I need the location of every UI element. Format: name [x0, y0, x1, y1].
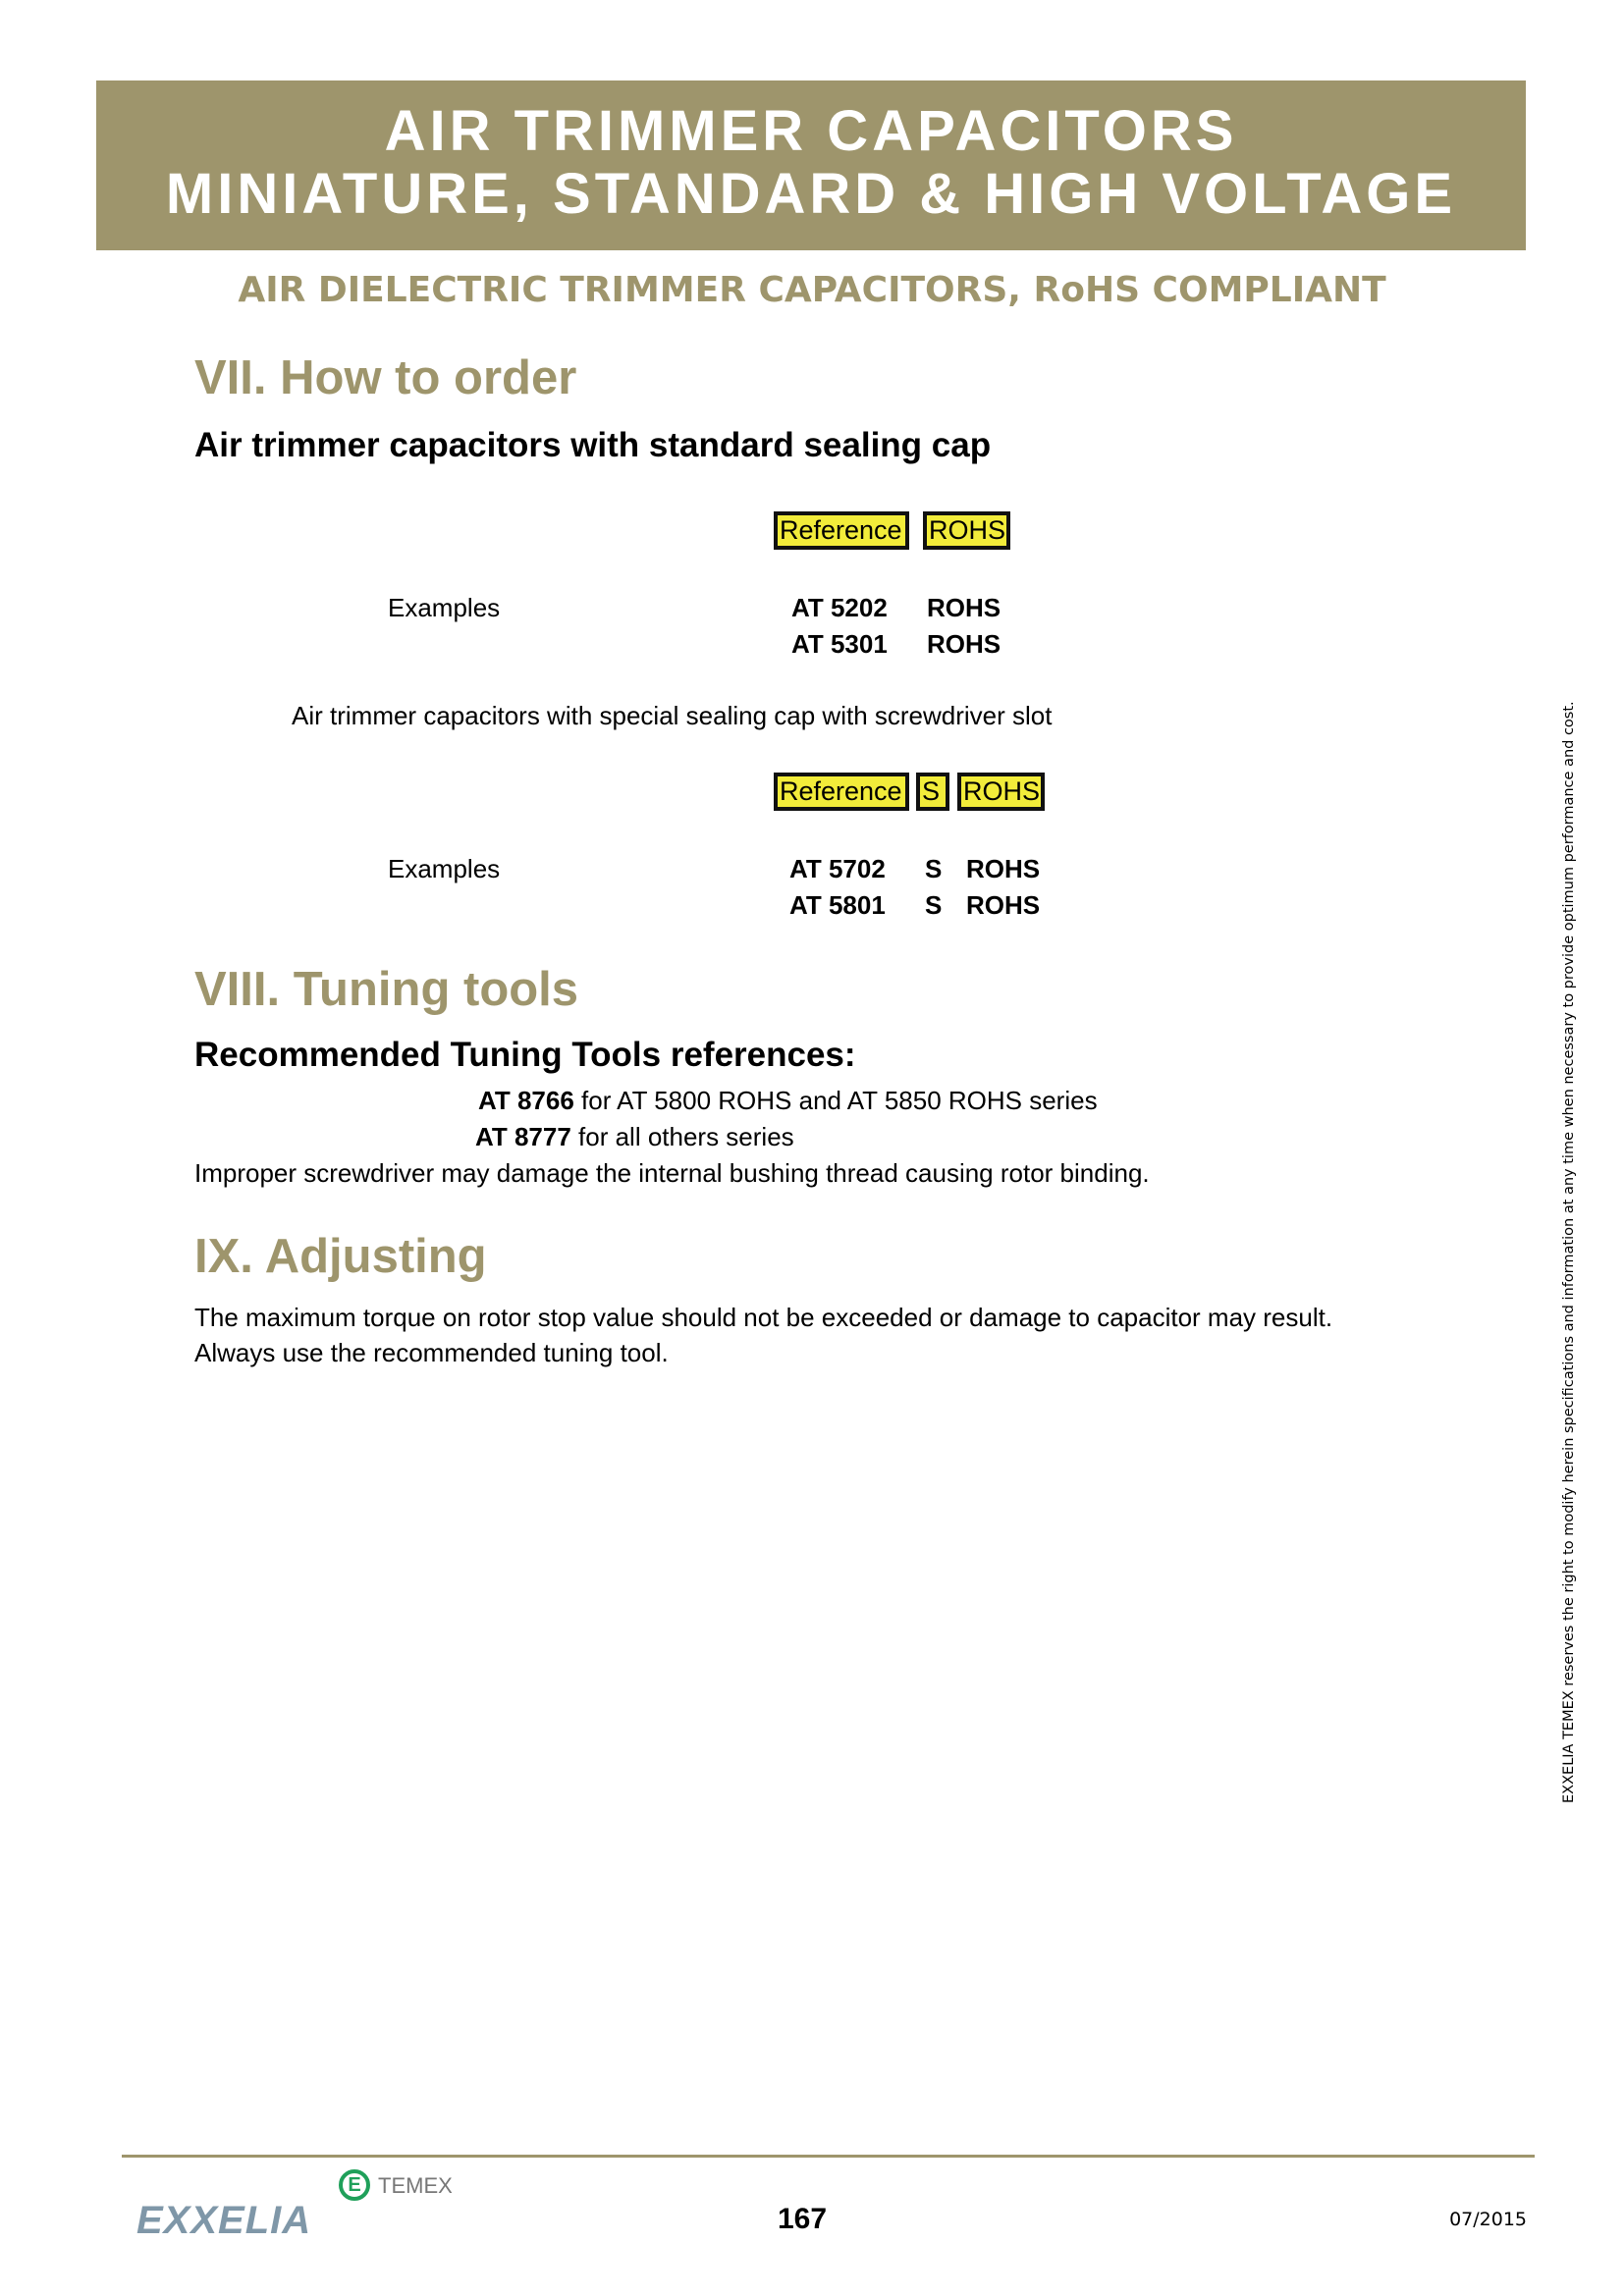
tool-ref: AT 8766 — [478, 1086, 574, 1115]
tool-line — [475, 1122, 794, 1152]
page-number: 167 — [778, 2203, 828, 2235]
title-line-2: MINIATURE, STANDARD & HIGH VOLTAGE — [165, 162, 1457, 226]
examples-label: Examples — [388, 593, 501, 622]
section-how-to-order-heading: VII. How to order — [194, 351, 577, 404]
tuning-note: Improper screwdriver may damage the internal bushing thread causing rotor binding. — [194, 1158, 1150, 1188]
exxelia-logo — [136, 2169, 453, 2242]
adjusting-line: The maximum torque on rotor stop value should not be exceeded or damage to capacitor may result. — [194, 1303, 1333, 1332]
example-suffix: ROHS — [927, 593, 1001, 622]
title-banner — [96, 80, 1526, 250]
tool-ref: AT 8777 — [475, 1122, 571, 1151]
example-ref: AT 5801 — [789, 890, 886, 920]
tuning-tools-subheading: Recommended Tuning Tools references: — [194, 1036, 856, 1074]
logo-main: EXXELIA — [136, 2199, 312, 2242]
side-disclaimer: EXXELIA TEMEX reserves the right to modify herein specifications and information at any time when necessary to provide optimum performance and cost. — [1561, 701, 1577, 1803]
reference-box: Reference — [774, 511, 909, 550]
logo-badge: E — [339, 2169, 370, 2201]
date: 07/2015 — [1449, 2209, 1527, 2230]
tool-text: for all others series — [570, 1122, 794, 1151]
examples-label: Examples — [388, 854, 501, 883]
reference-box: Reference — [774, 773, 909, 811]
section-tuning-tools-heading: VIII. Tuning tools — [194, 963, 579, 1016]
standard-cap-heading: Air trimmer capacitors with standard sealing cap — [194, 426, 992, 464]
s-box: S — [916, 773, 949, 811]
adjusting-line: Always use the recommended tuning tool. — [194, 1338, 669, 1367]
example-suffix: ROHS — [966, 854, 1041, 883]
example-ref: AT 5202 — [791, 593, 888, 622]
example-suffix: ROHS — [966, 890, 1041, 920]
rohs-box: ROHS — [923, 511, 1010, 550]
tool-text: for AT 5800 ROHS and AT 5850 ROHS series — [573, 1086, 1098, 1115]
example-ref: AT 5702 — [789, 854, 886, 883]
title-line-1: AIR TRIMMER CAPACITORS — [384, 99, 1238, 163]
example-s: S — [925, 890, 943, 920]
example-ref: AT 5301 — [791, 629, 888, 659]
example-s: S — [925, 854, 943, 883]
footer-rule — [122, 2155, 1535, 2158]
rohs-box: ROHS — [957, 773, 1045, 811]
section-adjusting-heading: IX. Adjusting — [194, 1230, 487, 1283]
special-cap-heading: Air trimmer capacitors with special sealing cap with screwdriver slot — [292, 701, 1053, 730]
subtitle: AIR DIELECTRIC TRIMMER CAPACITORS, RoHS COMPLIANT — [238, 270, 1386, 310]
logo-sub: TEMEX — [378, 2173, 453, 2198]
tool-line — [478, 1086, 1098, 1116]
example-suffix: ROHS — [927, 629, 1001, 659]
